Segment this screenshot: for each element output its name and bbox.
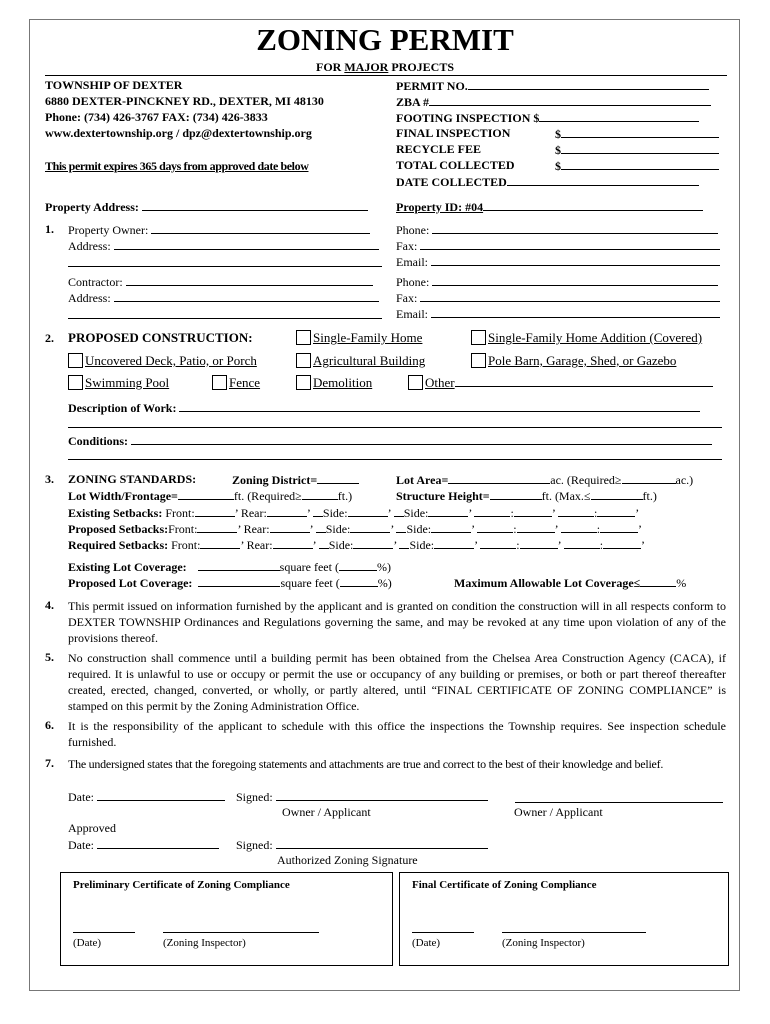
checkbox-other[interactable]: Other xyxy=(408,375,713,391)
preliminary-date-caption: (Date) xyxy=(73,937,102,949)
zoning-district-field[interactable]: Zoning District= xyxy=(232,472,359,488)
final-inspection-label: FINAL INSPECTION xyxy=(396,126,511,140)
township-address: 6880 DEXTER-PINCKNEY RD., DEXTER, MI 48130 xyxy=(45,94,324,108)
footing-inspection-field[interactable]: FOOTING INSPECTION $ xyxy=(396,110,699,126)
checkbox-box[interactable] xyxy=(471,353,486,368)
owner-fax-field[interactable]: Fax: xyxy=(396,238,720,254)
township-name: TOWNSHIP OF DEXTER xyxy=(45,78,183,92)
clause-5-text: No construction shall commence until a building permit has been obtained from the Chelsea Area Construction Agency (CACA), if required. It is unlawful to use or occupy or permit the use or occupancy of any building or premises, or both or part thereof thereafter created, erected, changed, converted, or wholly, or partly altered, until “FINAL CERTIFICATE OF ZONING COMPLIANCE” is stamped on this permit by the Zoning Administration Office. xyxy=(68,651,726,713)
total-collected-field[interactable]: $ xyxy=(555,158,719,174)
conditions-field[interactable]: Conditions: xyxy=(68,433,712,449)
final-certificate-title: Final Certificate of Zoning Compliance xyxy=(412,879,597,891)
description-of-work-field[interactable]: Description of Work: xyxy=(68,400,700,416)
existing-setbacks-row[interactable]: Existing Setbacks: Front: ’ Rear: ’ Side: ’ Side: ’ : ’ : ’ xyxy=(68,506,640,520)
preliminary-certificate-box xyxy=(60,872,393,966)
checkbox-box[interactable] xyxy=(471,330,486,345)
township-phone-fax: Phone: (734) 426-3767 FAX: (734) 426-3833 xyxy=(45,110,268,124)
section-1-number: 1. xyxy=(45,222,54,236)
checkbox-agricultural-building[interactable]: Agricultural Building xyxy=(296,353,425,369)
owner-applicant-caption-1: Owner / Applicant xyxy=(282,805,371,819)
date-collected-field[interactable]: DATE COLLECTED xyxy=(396,174,699,190)
clause-6-number: 6. xyxy=(45,718,54,732)
structure-height-field[interactable]: Structure Height= ft. (Max.≤ ft.) xyxy=(396,489,657,503)
zoning-signature-field[interactable]: Signed: xyxy=(236,837,488,853)
checkbox-box[interactable] xyxy=(212,375,227,390)
final-certificate-box xyxy=(399,872,729,966)
property-address-field[interactable]: Property Address: xyxy=(45,199,368,215)
existing-lot-coverage-field[interactable]: Existing Lot Coverage: square feet ( %) xyxy=(68,560,391,574)
preliminary-inspector-line[interactable] xyxy=(163,932,319,933)
final-date-caption: (Date) xyxy=(412,937,441,949)
proposed-setbacks-row[interactable]: Proposed Setbacks:Front: ’ Rear: ’ Side: ’ Side: ’ : ’ : ’ xyxy=(68,522,643,536)
contractor-field[interactable]: Contractor: xyxy=(68,274,373,290)
final-inspection-field[interactable]: $ xyxy=(555,126,719,142)
required-setbacks-row[interactable]: Required Setbacks: Front: ’ Rear: ’ Side: ’ Side: ’ : ’ : ’ xyxy=(68,538,646,552)
checkbox-box[interactable] xyxy=(408,375,423,390)
checkbox-box[interactable] xyxy=(296,353,311,368)
property-id-field[interactable]: Property ID: #04 xyxy=(396,199,703,215)
form-title: ZONING PERMIT xyxy=(256,22,514,57)
clause-6-text: It is the responsibility of the applicant to schedule with this office the inspections the Township requires. See inspection schedule furnished. xyxy=(68,719,726,749)
preliminary-inspector-caption: (Zoning Inspector) xyxy=(163,937,246,949)
final-date-line[interactable] xyxy=(412,932,474,933)
authorized-signature-caption: Authorized Zoning Signature xyxy=(277,853,418,867)
final-inspector-caption: (Zoning Inspector) xyxy=(502,937,585,949)
recycle-fee-label: RECYCLE FEE xyxy=(396,142,482,156)
checkbox-pole-barn[interactable]: Pole Barn, Garage, Shed, or Gazebo xyxy=(471,353,676,369)
recycle-fee-field[interactable]: $ xyxy=(555,142,719,158)
final-inspector-line[interactable] xyxy=(502,932,646,933)
section-3-number: 3. xyxy=(45,472,54,486)
checkbox-demolition[interactable]: Demolition xyxy=(296,375,372,391)
checkbox-fence[interactable]: Fence xyxy=(212,375,260,391)
owner-address-line-2[interactable] xyxy=(68,266,382,267)
contractor-phone-field[interactable]: Phone: xyxy=(396,274,718,290)
permit-no-field[interactable]: PERMIT NO. xyxy=(396,78,709,94)
form-subtitle: FOR MAJOR PROJECTS xyxy=(315,60,455,74)
permit-expiry-note: This permit expires 365 days from approved date below xyxy=(45,159,309,173)
lot-width-field[interactable]: Lot Width/Frontage= ft. (Required≥ ft.) xyxy=(68,489,353,503)
approved-label: Approved xyxy=(68,821,116,835)
applicant-date-field[interactable]: Date: xyxy=(68,789,225,805)
township-web-email: www.dextertownship.org / dpz@dextertownship.org xyxy=(45,126,312,140)
checkbox-box[interactable] xyxy=(68,353,83,368)
lot-area-field[interactable]: Lot Area= ac. (Required≥ ac.) xyxy=(396,473,694,487)
header-rule xyxy=(45,75,727,76)
checkbox-single-family-home[interactable]: Single-Family Home xyxy=(296,330,422,346)
description-line-2[interactable] xyxy=(68,427,722,428)
contractor-fax-field[interactable]: Fax: xyxy=(396,290,720,306)
proposed-lot-coverage-field[interactable]: Proposed Lot Coverage: square feet ( %) xyxy=(68,576,392,590)
total-collected-label: TOTAL COLLECTED xyxy=(396,158,515,172)
owner-phone-field[interactable]: Phone: xyxy=(396,222,718,238)
property-owner-field[interactable]: Property Owner: xyxy=(68,222,370,238)
owner-applicant-caption-2: Owner / Applicant xyxy=(514,805,603,819)
checkbox-swimming-pool[interactable]: Swimming Pool xyxy=(68,375,169,391)
clause-7-number: 7. xyxy=(45,756,54,770)
zoning-standards-heading: ZONING STANDARDS: xyxy=(68,472,197,486)
max-lot-coverage-field[interactable]: Maximum Allowable Lot Coverage≤ % xyxy=(454,576,687,590)
clause-5-number: 5. xyxy=(45,650,54,664)
clause-4-text: This permit issued on information furnished by the applicant and is granted on condition the construction will in all respects conform to DEXTER TOWNSHIP Ordinances and Regulations governing the same, and may be revoked at any time upon violation of any of the provisions thereof. xyxy=(68,599,726,645)
checkbox-box[interactable] xyxy=(296,330,311,345)
contractor-address-line-2[interactable] xyxy=(68,318,382,319)
checkbox-single-family-addition[interactable]: Single-Family Home Addition (Covered) xyxy=(471,330,702,346)
conditions-line-2[interactable] xyxy=(68,459,722,460)
checkbox-box[interactable] xyxy=(68,375,83,390)
owner-address-field[interactable]: Address: xyxy=(68,238,379,254)
preliminary-certificate-title: Preliminary Certificate of Zoning Compliance xyxy=(73,879,290,891)
proposed-construction-heading: PROPOSED CONSTRUCTION: xyxy=(68,330,253,345)
owner-email-field[interactable]: Email: xyxy=(396,254,720,270)
section-2-number: 2. xyxy=(45,331,54,345)
preliminary-date-line[interactable] xyxy=(73,932,135,933)
contractor-address-field[interactable]: Address: xyxy=(68,290,379,306)
applicant-signature-field[interactable]: Signed: xyxy=(236,789,488,805)
contractor-email-field[interactable]: Email: xyxy=(396,306,720,322)
approved-date-field[interactable]: Date: xyxy=(68,837,219,853)
zba-field[interactable]: ZBA # xyxy=(396,94,711,110)
checkbox-uncovered-deck[interactable]: Uncovered Deck, Patio, or Porch xyxy=(68,353,257,369)
clause-7-text: The undersigned states that the foregoing statements and attachments are true and correct to the best of their knowledge and belief. xyxy=(68,757,664,771)
clause-4-number: 4. xyxy=(45,598,54,612)
checkbox-box[interactable] xyxy=(296,375,311,390)
second-applicant-signature-line[interactable] xyxy=(515,802,723,803)
